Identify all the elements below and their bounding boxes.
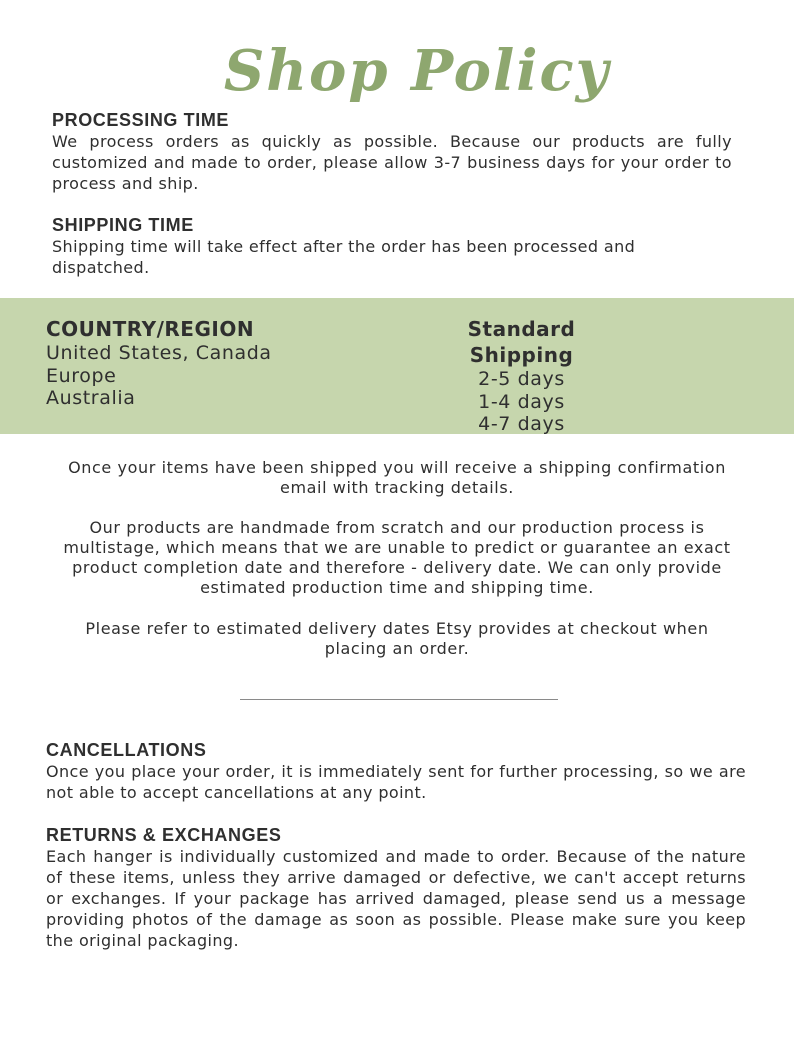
- cancellations-text: Once you place your order, it is immediately sent for further processing, so we are not able to accept cancellations at any point.: [46, 762, 746, 802]
- shipping-time-text: Shipping time will take effect after the order has been processed and dispatched.: [52, 237, 636, 277]
- returns-heading: RETURNS & EXCHANGES: [46, 825, 282, 845]
- cancellations-section: [46, 740, 746, 803]
- processing-time-text: We process orders as quickly as possible. Because our products are fully customized and made to order, please allow 3-7 business days for your order to process and ship.: [52, 132, 732, 193]
- shipping-time-section: [52, 215, 732, 278]
- returns-section: [46, 825, 746, 951]
- shipping-time-value: 1-4 days: [478, 390, 565, 413]
- country-header: COUNTRY/REGION: [46, 317, 255, 341]
- shipping-time-value: 2-5 days: [478, 368, 565, 390]
- processing-time-heading: PROCESSING TIME: [52, 110, 230, 130]
- cancellations-heading: CANCELLATIONS: [46, 740, 207, 760]
- shipping-time-heading: SHIPPING TIME: [52, 215, 194, 235]
- delivery-dates-note: Please refer to estimated delivery dates Etsy provides at checkout when placing an order.: [85, 619, 709, 658]
- shipping-table: [0, 298, 794, 434]
- country-column: [46, 316, 366, 410]
- page-title: Shop Policy: [223, 38, 611, 104]
- divider: [240, 699, 558, 700]
- country-row: Australia: [46, 387, 136, 409]
- standard-shipping-header: Standard Shipping: [467, 317, 576, 367]
- returns-text: Each hanger is individually customized and made to order. Because of the nature of these items, unless they arrive damaged or defective, we can't accept returns or exchanges. If your package has arrived damaged, please send us a message providing photos of the damage as soon as possible. Please make sure you keep the original packaging.: [46, 847, 746, 950]
- handmade-note: Our products are handmade from scratch and our production process is multistage, which means that we are unable to predict or guarantee an exact product completion date and therefore - delivery date. We can only provide estimated production time and shipping time.: [63, 518, 731, 597]
- country-row: United States, Canada: [46, 342, 272, 364]
- processing-time-section: [52, 110, 732, 194]
- standard-shipping-column: [414, 316, 629, 436]
- country-row: Europe: [46, 364, 117, 387]
- shipping-time-value: 4-7 days: [478, 413, 565, 435]
- shipping-confirmation-note: Once your items have been shipped you will receive a shipping confirmation email with tracking details.: [68, 458, 726, 497]
